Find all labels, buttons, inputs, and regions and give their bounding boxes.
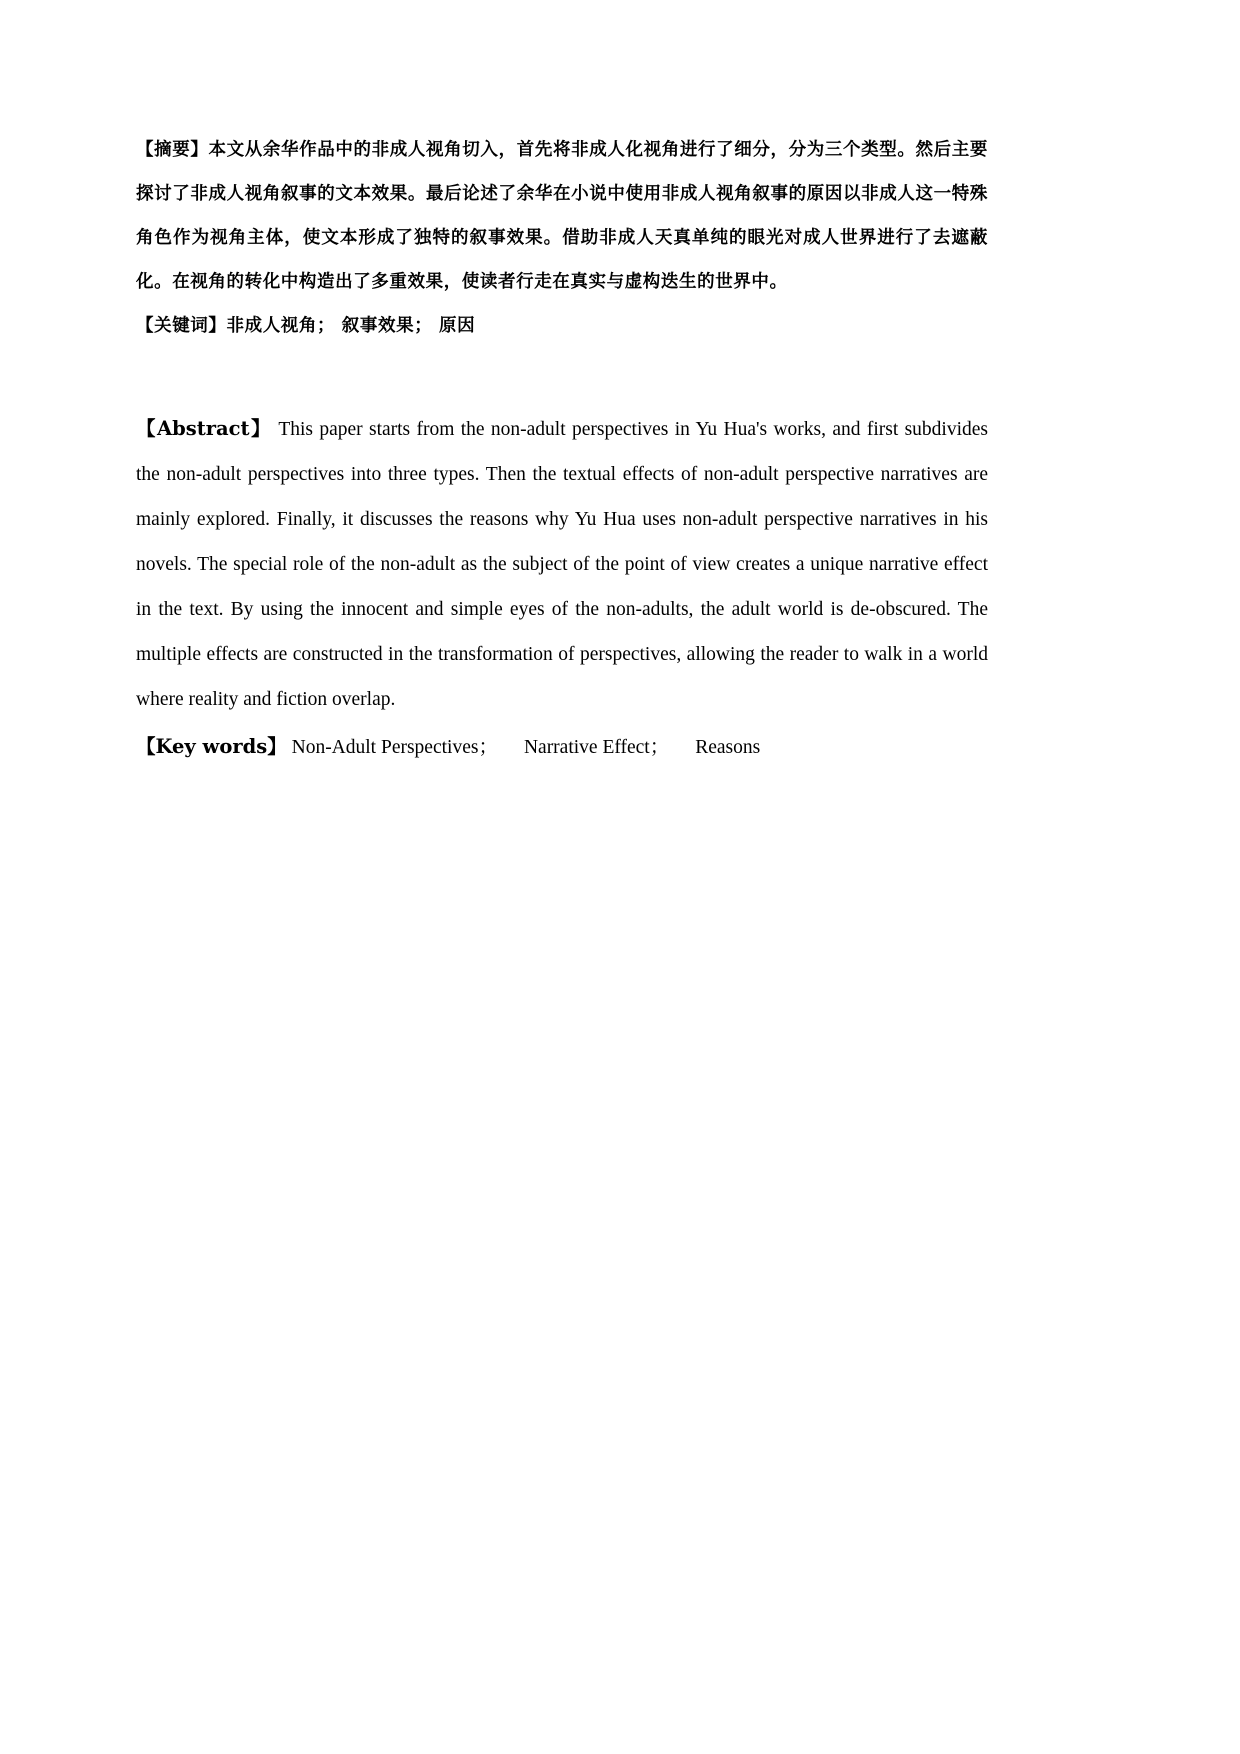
english-abstract-paragraph xyxy=(136,406,988,722)
page-content xyxy=(136,128,988,770)
english-keywords-label: 【Key words】 xyxy=(136,735,287,758)
english-abstract-label: 【Abstract】 xyxy=(136,417,272,440)
chinese-abstract-label: 【摘要】 xyxy=(136,140,209,160)
chinese-abstract-text: 本文从余华作品中的非成人视角切入，首先将非成人化视角进行了细分，分为三个类型。然后主要探讨了非成人视角叙事的文本效果。最后论述了余华在小说中使用非成人视角叙事的原因以非成人这一特殊角色作为视角主体，使文本形成了独特的叙事效果。借助非成人天真单纯的眼光对成人世界进行了去遮蔽化。在视角的转化中构造出了多重效果，使读者行走在真实与虚构迭生的世界中。 xyxy=(136,140,988,292)
chinese-keywords-text: 非成人视角； 叙事效果； 原因 xyxy=(226,316,476,336)
english-keyword-1: Non-Adult Perspectives； xyxy=(291,737,498,758)
chinese-abstract-paragraph xyxy=(136,128,988,304)
english-abstract-text: This paper starts from the non-adult perspectives in Yu Hua's works, and first subdivides the non-adult perspectives into three types. Then the textual effects of non-adult perspective narratives are mainly explored. Finally, it discusses the reasons why Yu Hua uses non-adult perspective narratives in his novels. The special role of the non-adult as the subject of the point of view creates a unique narrative effect in the text. By using the innocent and simple eyes of the non-adults, the adult world is de-obscured. The multiple effects are constructed in the transformation of perspectives, allowing the reader to walk in a world where reality and fiction overlap. xyxy=(136,419,989,710)
english-abstract-section xyxy=(136,406,988,770)
chinese-keywords-label: 【关键词】 xyxy=(136,316,227,336)
chinese-keywords-line xyxy=(136,304,988,348)
english-keywords-line xyxy=(136,724,988,770)
english-keyword-3: Reasons xyxy=(695,737,761,758)
english-keyword-2: Narrative Effect； xyxy=(523,737,670,758)
